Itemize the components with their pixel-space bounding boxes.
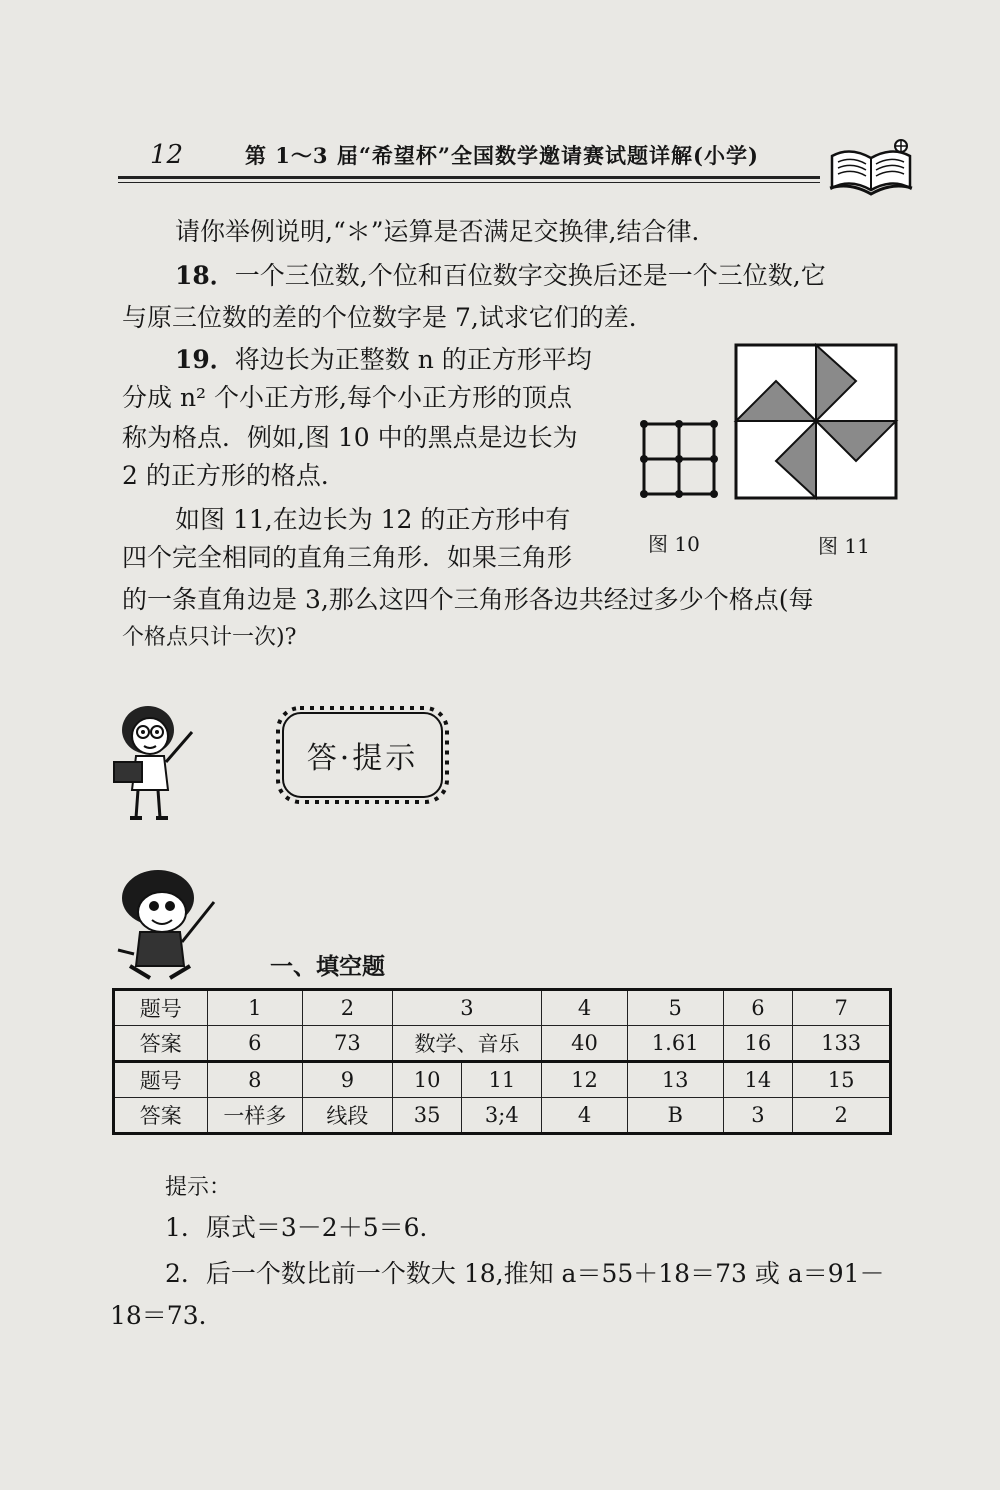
figure-10-caption: 图 10: [648, 532, 700, 556]
q19-number: 19．: [175, 345, 235, 374]
table-cell: 11: [462, 1062, 542, 1098]
q19-line1: [175, 340, 592, 376]
table-cell: 10: [392, 1062, 462, 1098]
section-title: 一、填空题: [270, 953, 385, 980]
table-cell: 133: [793, 1026, 891, 1062]
q19-line3: 称为格点．例如,图 10 中的黑点是边长为: [122, 423, 578, 452]
table-row: [114, 1098, 891, 1134]
student-illustration: [110, 862, 225, 982]
figure-11-caption: 图 11: [818, 534, 870, 558]
q18-line2: 与原三位数的差的个位数字是 7,试求它们的差．: [122, 303, 654, 332]
teacher-illustration: [110, 700, 200, 825]
q19-line8: 个格点只计一次)?: [122, 625, 297, 650]
q19-line6: 四个完全相同的直角三角形．如果三角形: [122, 543, 573, 572]
table-cell: 线段: [303, 1098, 393, 1134]
q19-line4: 2 的正方形的格点．: [122, 461, 346, 490]
table-cell: 一样多: [207, 1098, 303, 1134]
book-icon: [828, 136, 914, 196]
table-cell: 1.61: [627, 1026, 723, 1062]
q18-text-1: 一个三位数,个位和百位数字交换后还是一个三位数,它: [234, 261, 826, 290]
table-cell: 16: [723, 1026, 793, 1062]
table-cell: B: [627, 1098, 723, 1134]
table-cell: 35: [392, 1098, 462, 1134]
table-cell: 8: [207, 1062, 303, 1098]
table-cell: 3: [723, 1098, 793, 1134]
answer-table: [112, 988, 892, 1135]
table-cell: 2: [303, 990, 393, 1026]
row-header: 题号: [114, 990, 208, 1026]
table-cell: 15: [793, 1062, 891, 1098]
q18-number: 18．: [175, 261, 235, 290]
table-cell: 13: [627, 1062, 723, 1098]
table-cell: 6: [207, 1026, 303, 1062]
page-number: 12: [150, 140, 184, 170]
table-cell: 7: [793, 990, 891, 1026]
row-header: 答案: [114, 1026, 208, 1062]
table-row: [114, 1062, 891, 1098]
row-header: 答案: [114, 1098, 208, 1134]
table-cell: 12: [542, 1062, 628, 1098]
q19-line5: 如图 11,在边长为 12 的正方形中有: [175, 505, 571, 534]
table-cell: 3;4: [462, 1098, 542, 1134]
q19-line2: 分成 n² 个小正方形,每个小正方形的顶点: [122, 383, 572, 412]
table-cell: 9: [303, 1062, 393, 1098]
table-row: [114, 990, 891, 1026]
q19-text-1: 将边长为正整数 n 的正方形平均: [234, 345, 592, 374]
q18-line1: [175, 256, 826, 292]
hint-2-line1: 2．后一个数比前一个数大 18,推知 a＝55＋18＝73 或 a＝91－: [165, 1259, 885, 1288]
table-cell: 4: [542, 1098, 628, 1134]
q17-tail: 请你举例说明,“＊”运算是否满足交换律,结合律．: [175, 217, 717, 246]
table-cell: 1: [207, 990, 303, 1026]
hint-1: 1．原式＝3－2＋5＝6．: [165, 1213, 445, 1242]
figure-10-grid: [640, 420, 718, 498]
table-row: [114, 1026, 891, 1062]
table-cell: 4: [542, 990, 628, 1026]
table-cell: 数学、音乐: [392, 1026, 541, 1062]
table-cell: 3: [392, 990, 541, 1026]
table-cell: 2: [793, 1098, 891, 1134]
table-cell: 73: [303, 1026, 393, 1062]
header-rule: [118, 176, 820, 179]
table-cell: 6: [723, 990, 793, 1026]
table-cell: 14: [723, 1062, 793, 1098]
hint-2-line2: 18＝73．: [110, 1301, 224, 1330]
figure-11-pinwheel: [736, 345, 896, 498]
table-cell: 40: [542, 1026, 628, 1062]
header-rule-thin: [118, 182, 820, 183]
book-title: 第 1～3 届“希望杯”全国数学邀请赛试题详解(小学): [245, 143, 759, 168]
figures: [636, 340, 906, 510]
table-cell: 5: [627, 990, 723, 1026]
q19-line7: 的一条直角边是 3,那么这四个三角形各边共经过多少个格点(每: [122, 585, 814, 614]
hints-label: 提示：: [165, 1175, 232, 1200]
row-header: 题号: [114, 1062, 208, 1098]
answers-banner: 答·提示: [306, 741, 419, 776]
